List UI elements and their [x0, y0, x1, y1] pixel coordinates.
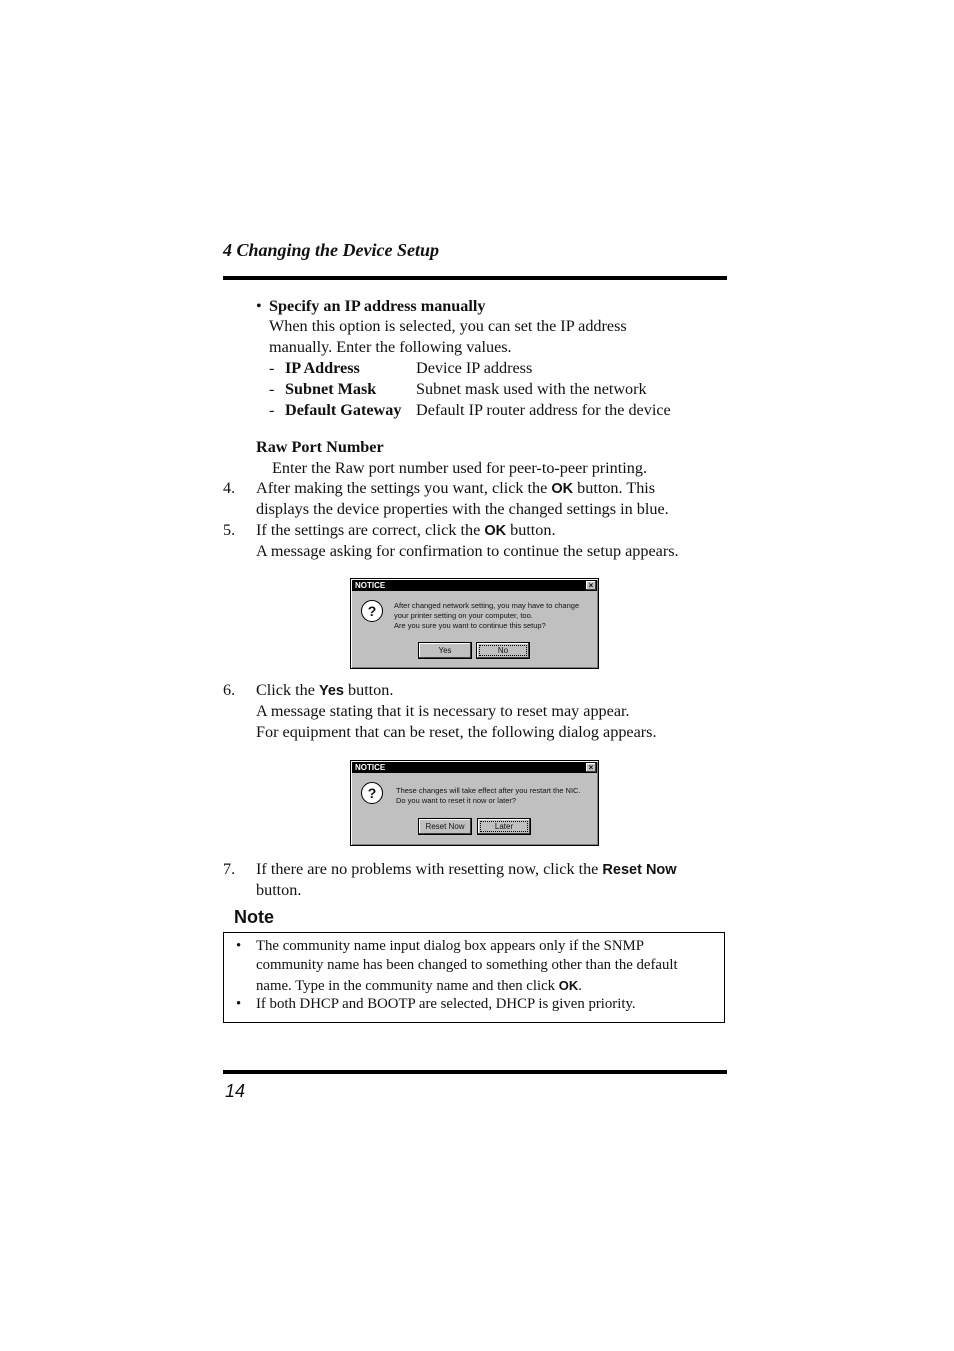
dialog-message-1: After changed network setting, you may have to change [394, 601, 580, 610]
manual-ip-desc-1: When this option is selected, you can set the IP address [269, 317, 627, 335]
raw-port-desc: Enter the Raw port number used for peer-to-peer printing. [272, 459, 648, 477]
dialog-titlebar [352, 762, 597, 773]
ok-button-label: OK [551, 481, 574, 497]
dialog-title: NOTICE [355, 763, 386, 772]
note-item-1-line1: The community name input dialog box appears only if the SNMP [256, 938, 644, 954]
yes-button-label: Yes [318, 683, 344, 699]
question-icon: ? [361, 782, 383, 804]
note-title: Note [234, 907, 274, 927]
field-name-default-gateway: Default Gateway [285, 401, 402, 419]
step-6-line3: For equipment that can be reset, the following dialog appears. [256, 723, 657, 741]
note-item-1-line2: community name has been changed to something other than the default [256, 957, 678, 973]
step-5-text [256, 520, 556, 542]
later-button[interactable]: Later [477, 818, 531, 835]
step-4-post: button. This [573, 479, 656, 497]
page-number: 14 [225, 1081, 246, 1101]
note-item-1-line3 [256, 976, 582, 997]
field-desc-subnet-mask: Subnet mask used with the network [416, 380, 647, 398]
raw-port-heading: Raw Port Number [256, 438, 384, 456]
step-6-number: 6. [223, 681, 236, 699]
step-4-text [256, 478, 655, 500]
question-icon: ? [361, 600, 383, 622]
step-5-number: 5. [223, 521, 236, 539]
reset-now-button-label: Reset Now [602, 862, 677, 878]
dialog-message-3: Are you sure you want to continue this setup? [394, 621, 546, 630]
step-7-text [256, 859, 677, 881]
step-4-line2: displays the device properties with the changed settings in blue. [256, 500, 669, 518]
step-4-number: 4. [223, 479, 236, 497]
step-6-post: button. [343, 681, 394, 699]
note-box [223, 932, 725, 1023]
field-dash: - [269, 380, 275, 398]
note-item-1-line3-pre: name. Type in the community name and then click [256, 978, 559, 994]
step-6-line2: A message stating that it is necessary to reset may appear. [256, 702, 630, 720]
step-4-pre: After making the settings you want, click the [256, 479, 552, 497]
field-dash: - [269, 359, 275, 377]
step-5-pre: If the settings are correct, click the [256, 521, 485, 539]
note-bullet: • [236, 996, 242, 1012]
header-rule [223, 276, 727, 280]
field-dash: - [269, 401, 275, 419]
field-name-ip-address: IP Address [285, 359, 360, 377]
manual-ip-bullet: • [256, 297, 262, 315]
dialog-message-2: Do you want to reset it now or later? [396, 796, 517, 805]
step-5-line2: A message asking for confirmation to continue the setup appears. [256, 542, 679, 560]
field-desc-ip-address: Device IP address [416, 359, 533, 377]
ok-button-label: OK [484, 523, 507, 539]
step-5-post: button. [506, 521, 556, 539]
notice-dialog-confirm [350, 578, 599, 669]
step-6-pre: Click the [256, 681, 319, 699]
dialog-message-1: These changes will take effect after you restart the NIC. [396, 786, 581, 795]
reset-now-button[interactable]: Reset Now [418, 818, 472, 835]
dialog-titlebar [352, 580, 597, 591]
yes-button[interactable]: Yes [418, 642, 472, 659]
manual-ip-heading: Specify an IP address manually [269, 297, 486, 315]
step-7-line2: button. [256, 881, 302, 899]
step-7-pre: If there are no problems with resetting now, click the [256, 860, 603, 878]
no-button[interactable]: No [476, 642, 530, 659]
close-icon[interactable]: × [586, 581, 596, 590]
chapter-title: 4 Changing the Device Setup [223, 240, 440, 260]
note-bullet: • [236, 938, 242, 954]
note-item-1-line3-post: . [578, 978, 582, 994]
dialog-title: NOTICE [355, 581, 386, 590]
field-name-subnet-mask: Subnet Mask [285, 380, 377, 398]
dialog-message-2: your printer setting on your computer, too. [394, 611, 533, 620]
footer-rule [223, 1070, 727, 1074]
close-icon[interactable]: × [586, 763, 596, 772]
step-6-text [256, 680, 393, 702]
manual-ip-desc-2: manually. Enter the following values. [269, 338, 512, 356]
ok-button-label: OK [558, 978, 579, 993]
step-7-number: 7. [223, 860, 236, 878]
note-item-2-line1: If both DHCP and BOOTP are selected, DHCP is given priority. [256, 996, 636, 1012]
field-desc-default-gateway: Default IP router address for the device [416, 401, 671, 419]
notice-dialog-reset [350, 760, 599, 846]
